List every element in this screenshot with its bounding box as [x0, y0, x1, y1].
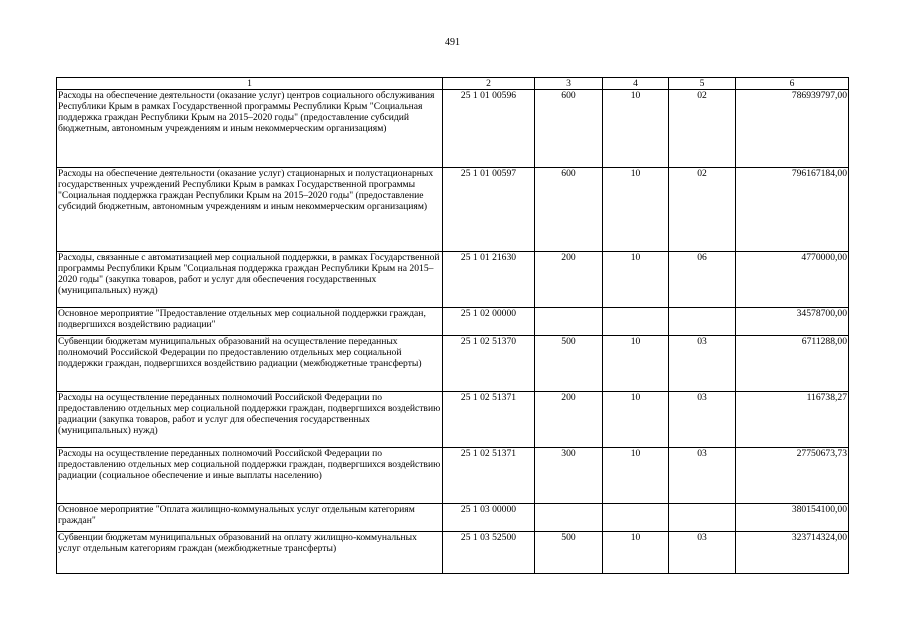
- row-col3: 600: [535, 168, 603, 252]
- row-col3: 500: [535, 532, 603, 574]
- row-sum: 4770000,00: [736, 252, 849, 308]
- row-name: Расходы, связанные с автоматизацией мер социальной поддержки, в рамках Государственной программы Республики Крым "Социальная поддержка граждан Республики Крым на 2015–2020 годы" (закупка товаров, работ и услуг для обеспечения государственных (муниципальных) нужд): [57, 252, 443, 308]
- row-col5: 02: [669, 90, 736, 168]
- row-col3: [535, 308, 603, 336]
- row-col3: 300: [535, 448, 603, 504]
- row-name: Расходы на осуществление переданных полномочий Российской Федерации по предоставлению отдельных мер социальной поддержки граждан, подвергшихся воздействию радиации (социальное обеспечение и иные выплаты населению): [57, 448, 443, 504]
- row-code: 25 1 02 51370: [443, 336, 535, 392]
- row-sum: 116738,27: [736, 392, 849, 448]
- column-header-1: 1: [57, 78, 443, 90]
- row-col4: 10: [603, 392, 669, 448]
- table-row: [57, 448, 849, 504]
- row-name: Субвенции бюджетам муниципальных образований на осуществление переданных полномочий Российской Федерации по предоставлению отдельных мер социальной поддержки граждан, подвергшихся воздействию радиации (межбюджетные трансферты): [57, 336, 443, 392]
- column-header-3: 3: [535, 78, 603, 90]
- row-code: 25 1 02 51371: [443, 448, 535, 504]
- row-code: 25 1 02 00000: [443, 308, 535, 336]
- row-code: 25 1 03 52500: [443, 532, 535, 574]
- row-col4: 10: [603, 448, 669, 504]
- row-sum: 786939797,00: [736, 90, 849, 168]
- row-name: Основное мероприятие "Оплата жилищно-коммунальных услуг отдельным категориям граждан": [57, 504, 443, 532]
- row-name: Основное мероприятие "Предоставление отдельных мер социальной поддержки граждан, подвергшихся воздействию радиации": [57, 308, 443, 336]
- row-name: Расходы на обеспечение деятельности (оказание услуг) центров социального обслуживания Республики Крым в рамках Государственной программы Республики Крым "Социальная поддержка граждан Республики Крым на 2015–2020 годы" (предоставление субсидий бюджетным, автономным учреждениям и иным некоммерческим организациям): [57, 90, 443, 168]
- row-code: 25 1 01 00596: [443, 90, 535, 168]
- budget-table: [56, 77, 849, 574]
- table-row: [57, 90, 849, 168]
- row-col5: 03: [669, 392, 736, 448]
- row-col3: 200: [535, 252, 603, 308]
- row-col3: 200: [535, 392, 603, 448]
- table-row: [57, 392, 849, 448]
- row-sum: 380154100,00: [736, 504, 849, 532]
- row-col5: 03: [669, 532, 736, 574]
- row-col3: [535, 504, 603, 532]
- header-row: [57, 78, 849, 90]
- row-code: 25 1 02 51371: [443, 392, 535, 448]
- row-col4: 10: [603, 168, 669, 252]
- column-header-2: 2: [443, 78, 535, 90]
- row-col5: 02: [669, 168, 736, 252]
- table-row: [57, 504, 849, 532]
- row-col5: [669, 504, 736, 532]
- table-row: [57, 308, 849, 336]
- table-row: [57, 252, 849, 308]
- row-col4: 10: [603, 532, 669, 574]
- table-row: [57, 168, 849, 252]
- row-sum: 6711288,00: [736, 336, 849, 392]
- row-code: 25 1 01 21630: [443, 252, 535, 308]
- row-sum: 796167184,00: [736, 168, 849, 252]
- row-col5: [669, 308, 736, 336]
- row-name: Расходы на осуществление переданных полномочий Российской Федерации по предоставлению отдельных мер социальной поддержки граждан, подвергшихся воздействию радиации (закупка товаров, работ и услуг для обеспечения государственных (муниципальных) нужд): [57, 392, 443, 448]
- table-row: [57, 336, 849, 392]
- row-col4: 10: [603, 252, 669, 308]
- row-sum: 34578700,00: [736, 308, 849, 336]
- column-header-6: 6: [736, 78, 849, 90]
- row-col4: 10: [603, 336, 669, 392]
- row-col4: [603, 504, 669, 532]
- page-number: 491: [445, 37, 460, 48]
- row-name: Расходы на обеспечение деятельности (оказание услуг) стационарных и полустационарных государственных учреждений Республики Крым в рамках Государственной программы "Социальная поддержка граждан Республики Крым на 2015–2020 годы" (предоставление субсидий бюджетным, автономным учреждениям и иным некоммерческим организациям): [57, 168, 443, 252]
- row-col3: 600: [535, 90, 603, 168]
- column-header-5: 5: [669, 78, 736, 90]
- row-col4: [603, 308, 669, 336]
- row-sum: 323714324,00: [736, 532, 849, 574]
- row-sum: 27750673,73: [736, 448, 849, 504]
- row-name: Субвенции бюджетам муниципальных образований на оплату жилищно-коммунальных услуг отдельным категориям граждан (межбюджетные трансферты): [57, 532, 443, 574]
- column-header-4: 4: [603, 78, 669, 90]
- row-col5: 03: [669, 448, 736, 504]
- row-col4: 10: [603, 90, 669, 168]
- row-code: 25 1 01 00597: [443, 168, 535, 252]
- table-row: [57, 532, 849, 574]
- row-col5: 03: [669, 336, 736, 392]
- row-col5: 06: [669, 252, 736, 308]
- row-col3: 500: [535, 336, 603, 392]
- row-code: 25 1 03 00000: [443, 504, 535, 532]
